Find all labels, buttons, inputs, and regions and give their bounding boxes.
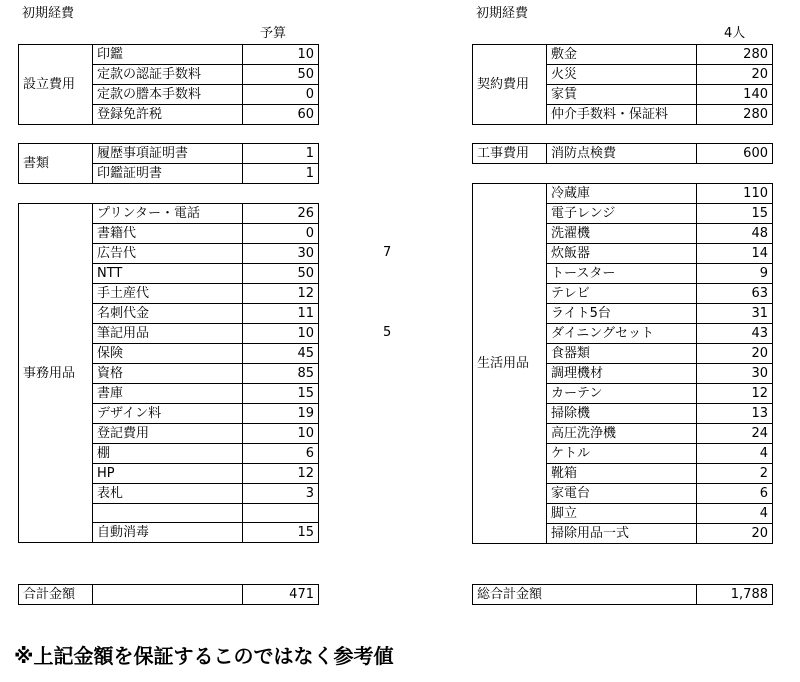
item-name: 家賃 [547, 85, 697, 105]
item-name: 登記費用 [93, 424, 243, 444]
item-name: 印鑑 [93, 45, 243, 65]
construction-fees-table [472, 143, 773, 164]
item-value: 12 [243, 464, 319, 484]
side-note-1: 7 [383, 245, 392, 260]
side-note-2: 5 [383, 325, 392, 340]
item-value: 0 [243, 224, 319, 244]
item-name: ケトル [547, 444, 697, 464]
item-name: 調理機材 [547, 364, 697, 384]
item-name [93, 504, 243, 523]
item-value: 280 [697, 105, 773, 125]
item-value: 26 [243, 204, 319, 224]
item-value: 10 [243, 424, 319, 444]
item-name: 炊飯器 [547, 244, 697, 264]
setup-fees-table [18, 44, 319, 125]
left-title: 初期経費 [22, 6, 75, 21]
contract-category: 契約費用 [473, 45, 547, 125]
item-value: 20 [697, 524, 773, 544]
grand-total-label: 総合計金額 [473, 585, 697, 605]
item-value: 10 [243, 45, 319, 65]
item-value: 19 [243, 404, 319, 424]
item-name: 書庫 [93, 384, 243, 404]
item-name: 家電台 [547, 484, 697, 504]
item-value: 63 [697, 284, 773, 304]
item-value: 280 [697, 45, 773, 65]
item-value: 13 [697, 404, 773, 424]
item-name: ライト5台 [547, 304, 697, 324]
item-value: 6 [243, 444, 319, 464]
budget-label: 予算 [260, 26, 287, 41]
item-value: 11 [243, 304, 319, 324]
item-value: 1 [243, 164, 319, 184]
living-category: 生活用品 [473, 184, 547, 544]
item-value: 20 [697, 65, 773, 85]
item-name: 手土産代 [93, 284, 243, 304]
item-name: 仲介手数料・保証料 [547, 105, 697, 125]
item-value [243, 504, 319, 523]
people-label: 4人 [724, 26, 746, 41]
item-value: 12 [243, 284, 319, 304]
item-value: 4 [697, 444, 773, 464]
item-name: 印鑑証明書 [93, 164, 243, 184]
item-name: カーテン [547, 384, 697, 404]
item-value: 14 [697, 244, 773, 264]
item-value: 45 [243, 344, 319, 364]
item-value: 3 [243, 484, 319, 504]
item-name: 保険 [93, 344, 243, 364]
item-value: 43 [697, 324, 773, 344]
item-value: 85 [243, 364, 319, 384]
item-name: 定款の認証手数料 [93, 65, 243, 85]
documents-table [18, 143, 319, 184]
office-category: 事務用品 [19, 204, 93, 543]
item-name: 掃除機 [547, 404, 697, 424]
item-name: 広告代 [93, 244, 243, 264]
item-value: 9 [697, 264, 773, 284]
item-name: 履歴事項証明書 [93, 144, 243, 164]
item-value: 15 [243, 384, 319, 404]
item-name: 敷金 [547, 45, 697, 65]
item-name: 火災 [547, 65, 697, 85]
item-value: 20 [697, 344, 773, 364]
item-value: 0 [243, 85, 319, 105]
item-value: 2 [697, 464, 773, 484]
item-value: 48 [697, 224, 773, 244]
item-value: 50 [243, 264, 319, 284]
total-label: 合計金額 [19, 585, 93, 605]
item-name: 棚 [93, 444, 243, 464]
item-name: 高圧洗浄機 [547, 424, 697, 444]
item-name: 定款の謄本手数料 [93, 85, 243, 105]
item-value: 6 [697, 484, 773, 504]
grand-total-table [472, 584, 773, 605]
item-name: 筆記用品 [93, 324, 243, 344]
construction-category: 工事費用 [473, 144, 547, 164]
item-value: 50 [243, 65, 319, 85]
item-value: 4 [697, 504, 773, 524]
item-value: 110 [697, 184, 773, 204]
right-title: 初期経費 [476, 6, 529, 21]
total-spacer [93, 585, 243, 605]
item-value: 24 [697, 424, 773, 444]
item-name: トースター [547, 264, 697, 284]
item-name: 電子レンジ [547, 204, 697, 224]
item-value: 30 [243, 244, 319, 264]
item-value: 15 [697, 204, 773, 224]
item-name: 書籍代 [93, 224, 243, 244]
item-name: 冷蔵庫 [547, 184, 697, 204]
item-value: 30 [697, 364, 773, 384]
item-value: 10 [243, 324, 319, 344]
living-goods-table [472, 183, 773, 544]
item-value: 12 [697, 384, 773, 404]
documents-category: 書類 [19, 144, 93, 184]
office-supplies-table [18, 203, 319, 543]
item-name: 名刺代金 [93, 304, 243, 324]
item-value: 1 [243, 144, 319, 164]
item-name: 脚立 [547, 504, 697, 524]
disclaimer-note: ※上記金額を保証するこのではなく参考値 [14, 644, 394, 668]
item-name: NTT [93, 264, 243, 284]
grand-total-value: 1,788 [697, 585, 773, 605]
setup-category: 設立費用 [19, 45, 93, 125]
item-name: 消防点検費 [547, 144, 697, 164]
item-name: 食器類 [547, 344, 697, 364]
item-name: 登録免許税 [93, 105, 243, 125]
item-value: 31 [697, 304, 773, 324]
contract-fees-table [472, 44, 773, 125]
item-name: HP [93, 464, 243, 484]
item-value: 600 [697, 144, 773, 164]
item-value: 15 [243, 523, 319, 543]
item-name: 掃除用品一式 [547, 524, 697, 544]
item-name: デザイン料 [93, 404, 243, 424]
left-total-table [18, 584, 319, 605]
item-name: プリンター・電話 [93, 204, 243, 224]
item-name: ダイニングセット [547, 324, 697, 344]
item-name: 靴箱 [547, 464, 697, 484]
item-name: 資格 [93, 364, 243, 384]
total-value: 471 [243, 585, 319, 605]
item-name: 自動消毒 [93, 523, 243, 543]
item-value: 60 [243, 105, 319, 125]
item-name: 洗濯機 [547, 224, 697, 244]
item-name: 表札 [93, 484, 243, 504]
item-name: テレビ [547, 284, 697, 304]
item-value: 140 [697, 85, 773, 105]
